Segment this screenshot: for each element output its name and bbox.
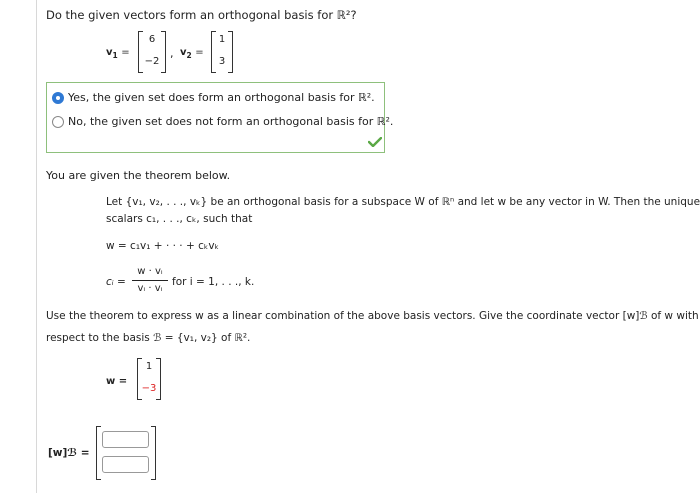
answer-label: [w]ℬ =	[48, 447, 90, 459]
w-matrix	[137, 358, 161, 400]
theorem-line-2: scalars c₁, . . ., cₖ, such that	[106, 213, 253, 225]
vector-separator: ,	[170, 47, 174, 60]
answer-matrix	[96, 426, 156, 480]
v1-matrix	[138, 31, 166, 73]
answer-options-box	[46, 82, 394, 153]
option-no-radio[interactable]	[52, 116, 64, 128]
ci-lhs: cᵢ =	[106, 276, 126, 288]
option-no-label: No, the given set does not form an orthogonal basis for ℝ².	[68, 115, 394, 128]
task-line-1: Use the theorem to express w as a linear combination of the above basis vectors. Give the coordinate vector [w]ℬ of w with	[46, 310, 699, 322]
v2-matrix	[211, 31, 233, 73]
task-line-2: respect to the basis ℬ = {v₁, v₂} of ℝ².	[46, 332, 251, 344]
v2-entry-2: 3	[218, 56, 226, 67]
theorem-intro: You are given the theorem below.	[46, 169, 231, 182]
ci-fraction-bar	[132, 280, 168, 281]
ci-numerator: w · vᵢ	[137, 266, 163, 277]
theorem-equation: w = c₁v₁ + · · · + cₖvₖ	[106, 240, 220, 252]
w-entry-1: 1	[145, 361, 153, 372]
answer-input-2[interactable]	[102, 456, 149, 473]
option-yes-label: Yes, the given set does form an orthogonal basis for ℝ².	[68, 91, 375, 104]
w-entry-2: −3	[141, 383, 157, 394]
w-label: w =	[106, 376, 128, 387]
correct-check-icon	[368, 137, 382, 147]
answer-input-1[interactable]	[102, 431, 149, 448]
v1-entry-2: −2	[144, 56, 160, 67]
v1-entry-1: 6	[148, 34, 156, 45]
option-no[interactable]	[47, 113, 394, 131]
v1-label: $v_1$ =	[106, 47, 130, 60]
v2-entry-1: 1	[218, 34, 226, 45]
left-margin-divider	[36, 0, 37, 493]
ci-range: for i = 1, . . ., k.	[172, 276, 255, 288]
ci-denominator: vᵢ · vᵢ	[137, 283, 163, 294]
theorem-line-1: Let {v₁, v₂, . . ., vₖ} be an orthogonal basis for a subspace W of ℝⁿ and let w be any vector in W. Then the unique	[106, 196, 700, 208]
option-yes-radio[interactable]	[52, 92, 64, 104]
option-yes[interactable]	[47, 89, 375, 107]
question-prompt: Do the given vectors form an orthogonal basis for ℝ²?	[46, 8, 357, 22]
v2-label: $v_2$ =	[180, 47, 204, 60]
